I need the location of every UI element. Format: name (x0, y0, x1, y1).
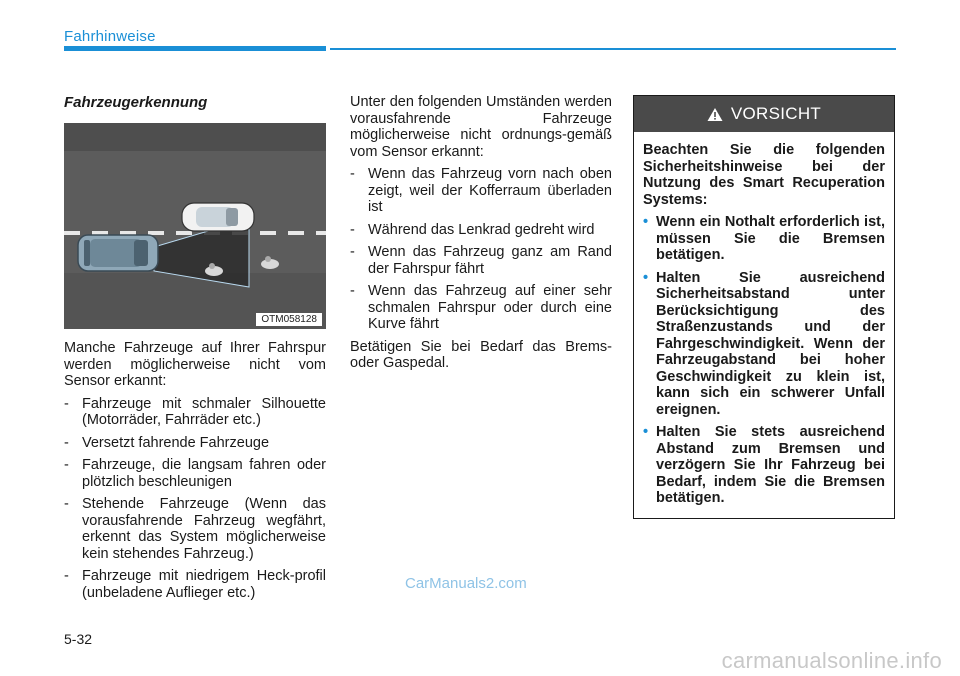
chapter-title: Fahrhinweise (64, 28, 156, 45)
middle-column-text (350, 94, 612, 378)
watermark-link[interactable]: CarManuals2.com (405, 575, 527, 592)
figure-code: OTM058128 (256, 313, 322, 326)
dash-bullet: - (64, 457, 69, 473)
header-rule (330, 48, 896, 50)
vehicle-detection-illustration (64, 123, 326, 329)
middle-list (350, 166, 612, 333)
caution-intro: Beachten Sie die folgenden Sicherheitshinweise bei der Nutzung des Smart Recuperation Systems: (643, 142, 885, 208)
list-item: - Versetzt fahrende Fahrzeuge (64, 434, 270, 451)
list-item: - Fahrzeuge mit schmaler Silhouette (Motorräder, Fahrräder etc.) (64, 395, 326, 428)
caution-header (634, 96, 894, 132)
dash-bullet: - (64, 568, 69, 584)
dash-bullet: - (64, 395, 69, 412)
caution-body (634, 132, 894, 507)
list-item: - Fahrzeuge, die langsam fahren oder plötzlich beschleunigen (64, 457, 326, 490)
dash-bullet: - (350, 244, 355, 260)
road-scene-graphic (64, 123, 326, 329)
bullet-dot: • (643, 214, 649, 230)
list-item: - Stehende Fahrzeuge (Wenn das vorausfahrende Fahrzeug wegfährt, erkennt das System möglicherweise kein stehendes Fahrzeug.) (64, 496, 326, 562)
list-item: • Halten Sie stets ausreichend Abstand zum Bremsen und verzögern Sie Ihr Fahrzeug bei Bedarf, indem Sie die Bremsen betätigen. (643, 424, 885, 506)
page-number: 5-32 (64, 631, 93, 647)
list-item: - Während das Lenkrad gedreht wird (350, 221, 595, 238)
list-item: • Wenn ein Nothalt erforderlich ist, müssen Sie die Bremsen betätigen. (643, 214, 885, 263)
dash-bullet: - (350, 283, 355, 299)
dash-bullet: - (64, 496, 69, 512)
left-column-text (64, 340, 326, 607)
warning-triangle-icon (707, 107, 723, 122)
caution-box (633, 95, 895, 519)
left-list (64, 396, 326, 602)
list-item: - Wenn das Fahrzeug ganz am Rand der Fahrspur fährt (350, 244, 612, 277)
left-intro: Manche Fahrzeuge auf Ihrer Fahrspur werden möglicherweise nicht vom Sensor erkannt: (64, 340, 326, 389)
header-rule-accent (64, 46, 326, 51)
site-watermark: carmanualsonline.info (721, 648, 942, 673)
list-item: - Fahrzeuge mit niedrigem Heck-profil (unbeladene Auflieger etc.) (64, 568, 326, 601)
caution-list (643, 214, 885, 507)
middle-intro: Unter den folgenden Umständen werden vorausfahrende Fahrzeuge möglicherweise nicht ordnungs-gemäß vom Sensor erkannt: (350, 94, 612, 160)
bullet-dot: • (643, 424, 649, 440)
list-item: • Halten Sie ausreichend Sicherheitsabstand unter Berücksichtigung des Straßenzustands und der Fahrgeschwindigkeit. Wenn der Fahrzeugabstand bei hoher Geschwindigkeit zu klein ist, kann sich ein schwerer Unfall ereignen. (643, 269, 885, 418)
own-vehicle-icon (78, 235, 158, 271)
dash-bullet: - (350, 166, 355, 182)
list-item: - Wenn das Fahrzeug auf einer sehr schmalen Fahrspur oder durch eine Kurve fährt (350, 283, 612, 332)
dash-bullet: - (64, 434, 69, 451)
section-title: Fahrzeugerkennung (64, 94, 208, 111)
dash-bullet: - (350, 221, 355, 238)
bullet-dot: • (643, 269, 649, 286)
vehicle-ahead-icon (182, 203, 254, 231)
caution-title: VORSICHT (730, 104, 822, 123)
list-item: - Wenn das Fahrzeug vorn nach oben zeigt, weil der Kofferraum überladen ist (350, 166, 612, 215)
middle-outro: Betätigen Sie bei Bedarf das Brems- oder Gaspedal. (350, 338, 612, 371)
